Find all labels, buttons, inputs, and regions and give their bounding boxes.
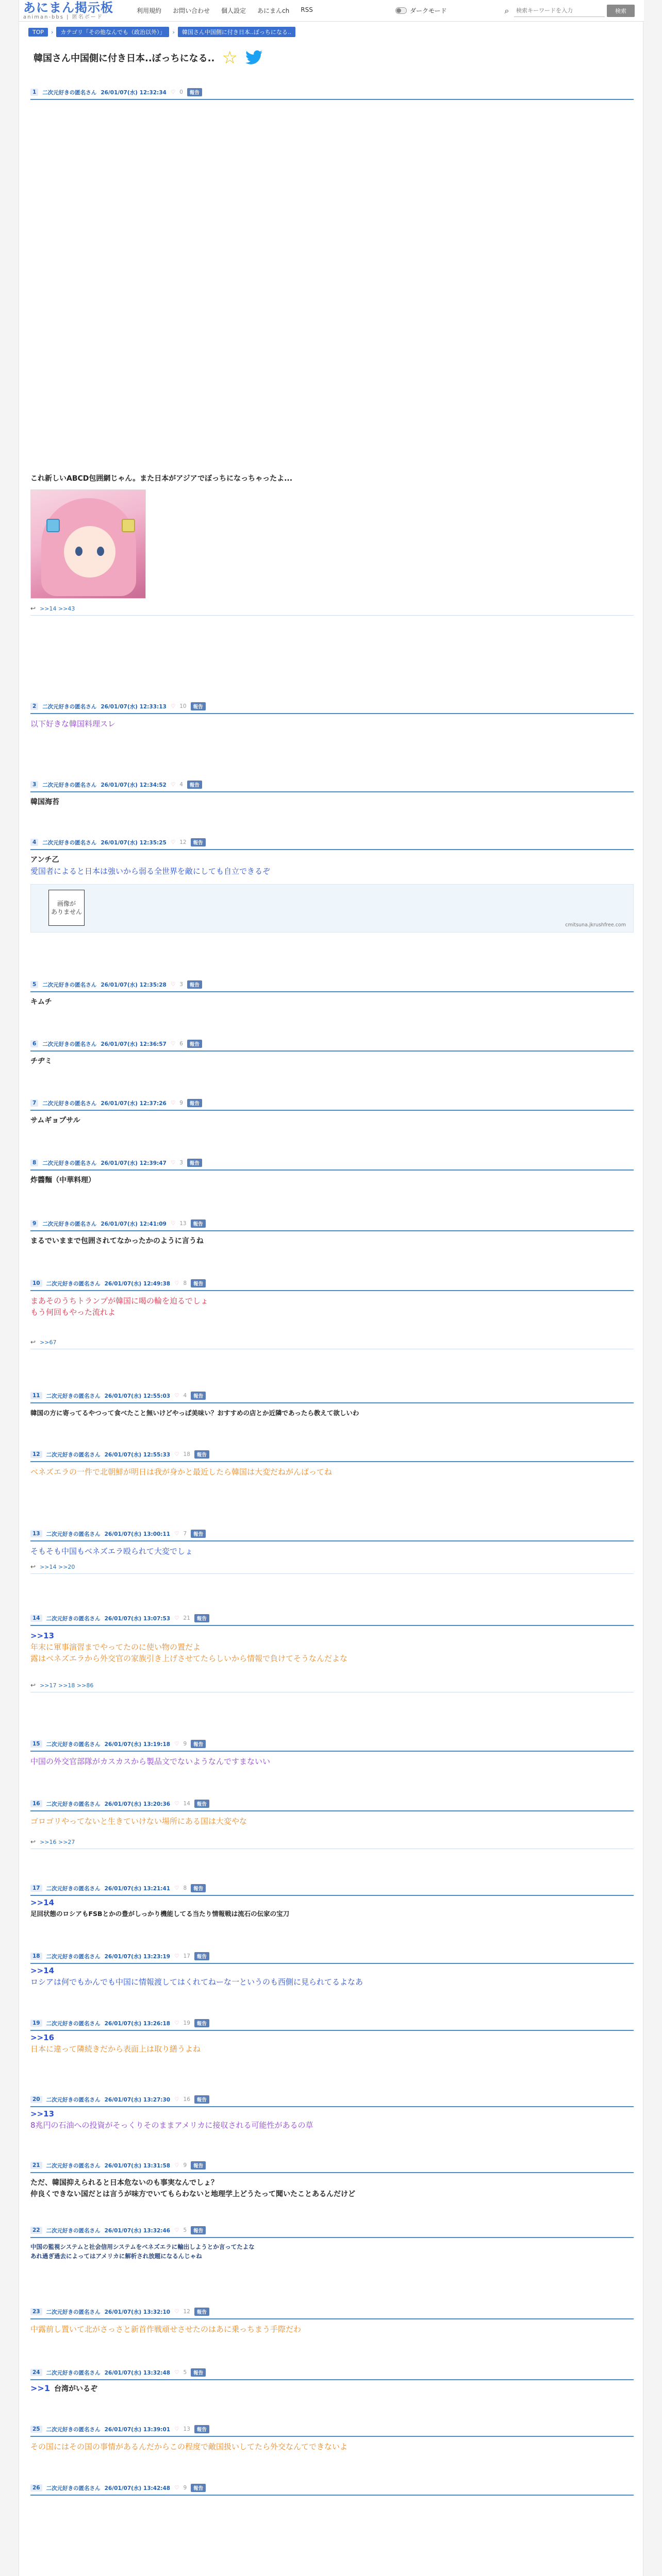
post-meta xyxy=(30,2225,634,2236)
post-date: 26/01/07(水) 12:41:09 xyxy=(101,1221,167,1227)
post-number[interactable]: 11 xyxy=(30,1392,42,1399)
post-8 xyxy=(30,1157,634,1186)
heart-icon[interactable]: ♡ xyxy=(174,1953,179,1959)
post-date: 26/01/07(水) 13:23:19 xyxy=(104,1953,171,1960)
report-button[interactable]: 報告 xyxy=(191,2226,206,2234)
breadcrumb-separator: › xyxy=(51,28,54,36)
report-button[interactable]: 報告 xyxy=(191,2484,206,2492)
post-25 xyxy=(30,2424,634,2452)
post-date: 26/01/07(水) 13:39:01 xyxy=(104,2426,171,2433)
post-19 xyxy=(30,2018,634,2055)
post-date: 26/01/07(水) 13:20:36 xyxy=(104,1801,171,1807)
post-number[interactable]: 18 xyxy=(30,1953,42,1960)
nav-terms[interactable]: 利用規約 xyxy=(137,7,162,14)
search-input[interactable] xyxy=(514,5,605,17)
image-eye xyxy=(97,547,104,556)
post-5 xyxy=(30,979,634,1008)
post-23 xyxy=(30,2306,634,2335)
reply-icon: ↩ xyxy=(30,605,36,612)
image-face xyxy=(64,526,115,578)
post-body: その国にはその国の事情があるんだからこの程度で敵国扱いしてたら外交なんてできないよ xyxy=(30,2442,348,2451)
post-date: 26/01/07(水) 13:32:10 xyxy=(104,2309,171,2315)
post-body: 韓国の方に寄ってるやつって食べたこと無いけどやっぱ美味い？おすすめの店とか近隣であったら教えて欲しいわ xyxy=(30,1409,359,1417)
like-count: 10 xyxy=(179,703,187,709)
post-meta xyxy=(30,837,634,848)
report-button[interactable]: 報告 xyxy=(187,980,202,989)
post-meta xyxy=(30,1738,634,1750)
post-number[interactable]: 26 xyxy=(30,2484,42,2492)
report-button[interactable]: 報告 xyxy=(187,781,202,789)
heart-icon[interactable]: ♡ xyxy=(174,1393,179,1399)
report-button[interactable]: 報告 xyxy=(191,838,206,846)
post-author: 二次元好きの匿名さん xyxy=(46,1801,101,1807)
post-author: 二次元好きの匿名さん xyxy=(42,89,97,96)
post-date: 26/01/07(水) 12:35:28 xyxy=(101,981,167,988)
post-author: 二次元好きの匿名さん xyxy=(46,2227,101,2234)
post-body: そもそも中国もベネズエラ殴られて大変でしょ xyxy=(30,1547,193,1556)
post-date: 26/01/07(水) 12:37:26 xyxy=(101,1100,167,1107)
report-button[interactable]: 報告 xyxy=(191,1219,206,1228)
post-10 xyxy=(30,1278,634,1349)
like-count: 12 xyxy=(183,2309,190,2315)
card-domain: cmitsuna.jkrushfree.com xyxy=(565,922,626,928)
post-24 xyxy=(30,2367,634,2394)
link-preview-card[interactable] xyxy=(30,884,634,933)
post-meta xyxy=(30,1038,634,1049)
post-author: 二次元好きの匿名さん xyxy=(46,1615,101,1622)
heart-icon[interactable]: ♡ xyxy=(174,1801,179,1807)
heart-icon[interactable]: ♡ xyxy=(170,981,176,988)
post-body: 中国の外交官部隊がカスカスから製品文でないようなんですまないい xyxy=(30,1757,271,1766)
post-date: 26/01/07(水) 13:32:46 xyxy=(104,2227,171,2234)
post-13 xyxy=(30,1528,634,1574)
heart-icon[interactable]: ♡ xyxy=(174,2426,179,2432)
logo-subtext: animan-bbs | 匿名ボード xyxy=(23,14,103,20)
post-meta xyxy=(30,1218,634,1229)
heart-icon[interactable]: ♡ xyxy=(174,2309,179,2315)
post-body: これ新しいABCD包囲網じゃん。また日本がアジアでぼっちになっちゃったよ... xyxy=(30,474,293,483)
post-meta xyxy=(30,1278,634,1289)
post-separator xyxy=(30,1573,634,1574)
like-count: 13 xyxy=(179,1221,187,1227)
post-number[interactable]: 22 xyxy=(30,2227,42,2234)
nav-settings[interactable]: 個人設定 xyxy=(221,7,246,14)
reply-links xyxy=(30,1338,634,1346)
post-author: 二次元好きの匿名さん xyxy=(42,1041,97,1047)
post-author: 二次元好きの匿名さん xyxy=(42,782,97,788)
post-body: ベネズエラの一件で北朝鮮が明日は我が身かと最近したら韓国は大変だねがんばってね xyxy=(30,1467,333,1477)
post-body: チヂミ xyxy=(30,1057,52,1065)
report-button[interactable]: 報告 xyxy=(191,1530,206,1538)
search-bar xyxy=(502,4,639,18)
report-button[interactable]: 報告 xyxy=(194,1800,209,1808)
like-count: 6 xyxy=(179,1041,183,1047)
post-26 xyxy=(30,2482,634,2496)
post-12 xyxy=(30,1449,634,1478)
post-date: 26/01/07(水) 13:27:30 xyxy=(104,2096,171,2103)
image-hair-clip xyxy=(46,519,60,532)
post-date: 26/01/07(水) 12:49:38 xyxy=(104,1280,171,1287)
post-author: 二次元好きの匿名さん xyxy=(46,1741,101,1748)
reply-anchors[interactable]: >>14 >>20 xyxy=(40,1563,75,1570)
post-meta xyxy=(30,2424,634,2435)
report-button[interactable]: 報告 xyxy=(187,1040,202,1048)
post-meta xyxy=(30,1883,634,1894)
post-body: 年末に軍事演習までやってたのに使い物の置だよ 露はベネズエラから外交官の家族引き上げさせてたらしいから情報で負けてそうなんだよな xyxy=(30,1642,348,1663)
reply-anchor[interactable]: >>14 xyxy=(30,1966,55,1975)
post-meta xyxy=(30,2482,634,2494)
site-logo[interactable] xyxy=(23,1,126,21)
post-body: ゴロゴリやってないと生きていけない場所にある国は大変やな xyxy=(30,1817,247,1826)
post-meta xyxy=(30,1449,634,1460)
post-date: 26/01/07(水) 13:19:18 xyxy=(104,1741,171,1748)
reply-anchor[interactable]: >>13 xyxy=(30,2109,55,2119)
breadcrumb-separator: › xyxy=(172,28,175,36)
report-button[interactable]: 報告 xyxy=(191,1884,206,1892)
post-number[interactable]: 17 xyxy=(30,1885,42,1892)
post-author: 二次元好きの匿名さん xyxy=(46,2485,101,2492)
post-body: 中露前し置いて北がさっさと新首作戦頑せさせたのはあに乗っちまう手際だわ xyxy=(30,2325,302,2334)
post-meta xyxy=(30,1951,634,1962)
thread-title: 韓国さん中国側に付き日本..ぼっちになる.. xyxy=(34,53,215,64)
post-number[interactable]: 10 xyxy=(30,1280,42,1287)
post-number[interactable]: 24 xyxy=(30,2369,42,2376)
post-author: 二次元好きの匿名さん xyxy=(42,703,97,710)
breadcrumb-top[interactable]: TOP xyxy=(28,28,48,37)
post-author: 二次元好きの匿名さん xyxy=(42,1221,97,1227)
like-count: 3 xyxy=(179,1160,183,1166)
heart-icon[interactable]: ♡ xyxy=(174,2369,179,2376)
report-button[interactable]: 報告 xyxy=(194,1450,209,1459)
post-date: 26/01/07(水) 12:34:52 xyxy=(101,782,167,788)
heart-icon[interactable]: ♡ xyxy=(170,839,176,845)
post-separator xyxy=(30,615,634,616)
reply-anchors[interactable]: >>14 >>43 xyxy=(40,605,75,612)
post-number[interactable]: 15 xyxy=(30,1740,42,1748)
heart-icon[interactable]: ♡ xyxy=(174,2162,179,2168)
post-author: 二次元好きの匿名さん xyxy=(42,981,97,988)
post-body: 韓国海苔 xyxy=(30,798,59,806)
post-21 xyxy=(30,2160,634,2200)
post-body: 足回状態のロシアもFSBとかの豊がしっかり機能してる当たり情報戦は流石の伝家の宝刀 xyxy=(30,1910,290,1918)
nav-rss[interactable]: RSS xyxy=(301,6,313,13)
post-meta xyxy=(30,2306,634,2317)
dark-mode-label: ダークモード xyxy=(410,7,447,14)
reply-anchors[interactable]: >>16 >>27 xyxy=(40,1838,75,1845)
like-count: 12 xyxy=(179,839,187,845)
post-number[interactable]: 1 xyxy=(30,89,38,96)
post-date: 26/01/07(水) 12:39:47 xyxy=(101,1160,167,1166)
page-container xyxy=(19,0,643,2576)
like-count: 7 xyxy=(183,1531,187,1537)
post-meta xyxy=(30,2094,634,2105)
breadcrumb-category[interactable]: カテゴリ「その他なんでも（政治以外）」 xyxy=(56,27,169,37)
like-count: 14 xyxy=(183,1801,190,1807)
heart-icon[interactable]: ♡ xyxy=(174,1885,179,1891)
post-11 xyxy=(30,1390,634,1419)
report-button[interactable]: 報告 xyxy=(191,2368,206,2377)
like-count: 5 xyxy=(183,2369,187,2376)
like-count: 9 xyxy=(183,2162,187,2168)
nav-animanch[interactable]: あにまんch xyxy=(257,7,290,14)
post-number[interactable]: 6 xyxy=(30,1040,38,1047)
report-button[interactable]: 報告 xyxy=(187,1099,202,1107)
post-author: 二次元好きの匿名さん xyxy=(46,2426,101,2433)
heart-icon[interactable]: ♡ xyxy=(174,1280,179,1286)
post-date: 26/01/07(水) 12:33:13 xyxy=(101,703,167,710)
reply-anchors[interactable]: >>67 xyxy=(40,1338,57,1346)
like-count: 8 xyxy=(183,1280,187,1286)
like-count: 0 xyxy=(179,89,183,95)
post-author: 二次元好きの匿名さん xyxy=(46,2369,101,2376)
twitter-share-icon[interactable] xyxy=(245,50,263,65)
favorite-star-icon[interactable]: ☆ xyxy=(222,47,238,68)
post-1-body xyxy=(30,469,634,616)
post-image[interactable] xyxy=(30,489,146,599)
site-header xyxy=(19,0,644,22)
breadcrumb-thread[interactable]: 韓国さん中国側に付き日本..ぼっちになる.. xyxy=(178,27,295,37)
post-divider xyxy=(30,2495,634,2496)
post-number[interactable]: 13 xyxy=(30,1530,42,1537)
like-count: 16 xyxy=(183,2096,190,2103)
post-author: 二次元好きの匿名さん xyxy=(46,2162,101,2169)
top-nav xyxy=(137,6,313,15)
post-1 xyxy=(30,87,634,100)
toggle-switch[interactable] xyxy=(395,7,407,14)
heart-icon[interactable]: ♡ xyxy=(174,2096,179,2103)
post-number[interactable]: 5 xyxy=(30,981,38,988)
like-count: 13 xyxy=(183,2426,190,2432)
reply-icon: ↩ xyxy=(30,1682,36,1689)
post-author: 二次元好きの匿名さん xyxy=(46,1393,101,1399)
post-author: 二次元好きの匿名さん xyxy=(46,1451,101,1458)
post-date: 26/01/07(水) 13:00:11 xyxy=(104,1531,171,1537)
like-count: 3 xyxy=(179,981,183,988)
post-number[interactable]: 2 xyxy=(30,703,38,710)
reply-links xyxy=(30,1682,634,1689)
post-body: 以下好きな韓国料理スレ xyxy=(30,719,116,728)
report-button[interactable]: 報告 xyxy=(194,2095,209,2104)
post-4 xyxy=(30,837,634,933)
post-meta xyxy=(30,2160,634,2171)
reply-icon: ↩ xyxy=(30,1838,36,1845)
post-author: 二次元好きの匿名さん xyxy=(42,1100,97,1107)
heart-icon[interactable]: ♡ xyxy=(170,1041,176,1047)
post-16 xyxy=(30,1798,634,1849)
reply-anchor[interactable]: >>1 xyxy=(30,2383,50,2393)
like-count: 21 xyxy=(183,1615,190,1621)
post-date: 26/01/07(水) 13:32:48 xyxy=(104,2369,171,2376)
report-button[interactable]: 報告 xyxy=(194,1614,209,1622)
post-body: ただ、韓国抑えられると日本危ないのも事実なんでしょ？ 仲良くできない国だとは言うが味方でいてもらわないと地理学上どうたって聞いたことあるんだけど xyxy=(30,2179,355,2198)
post-number[interactable]: 16 xyxy=(30,1800,42,1807)
like-count: 19 xyxy=(183,2020,190,2026)
reply-links xyxy=(30,1563,634,1570)
post-body: サムギョプサル xyxy=(30,1116,80,1125)
post-meta xyxy=(30,1390,634,1401)
post-body: ロシアは何でもかんでも中国に情報渡してはくれてねーな一というのも西側に見られてるよなあ xyxy=(30,1977,363,1987)
post-author: 二次元好きの匿名さん xyxy=(46,1953,101,1960)
post-number[interactable]: 8 xyxy=(30,1159,38,1166)
post-7 xyxy=(30,1097,634,1126)
post-date: 26/01/07(水) 13:31:58 xyxy=(104,2162,171,2169)
post-date: 26/01/07(水) 13:21:41 xyxy=(104,1885,171,1892)
heart-icon[interactable]: ♡ xyxy=(170,703,176,709)
like-count: 9 xyxy=(183,1741,187,1747)
like-count: 17 xyxy=(183,1953,190,1959)
post-meta xyxy=(30,87,634,98)
image-hair-clip xyxy=(122,519,135,532)
post-date: 26/01/07(水) 12:36:57 xyxy=(101,1041,167,1047)
post-20 xyxy=(30,2094,634,2131)
report-button[interactable]: 報告 xyxy=(191,1392,206,1400)
reply-links xyxy=(30,1838,634,1845)
post-author: 二次元好きの匿名さん xyxy=(46,2020,101,2027)
reply-anchor[interactable]: >>14 xyxy=(30,1898,55,1907)
post-divider xyxy=(30,99,634,100)
post-14 xyxy=(30,1613,634,1692)
post-3 xyxy=(30,779,634,808)
heart-icon[interactable]: ♡ xyxy=(170,1160,176,1166)
report-button[interactable]: 報告 xyxy=(191,702,206,710)
like-count: 9 xyxy=(183,2485,187,2491)
image-eye xyxy=(75,547,82,556)
heart-icon[interactable]: ♡ xyxy=(170,782,176,788)
post-22 xyxy=(30,2225,634,2261)
post-number[interactable]: 3 xyxy=(30,781,38,788)
post-meta xyxy=(30,1798,634,1809)
search-button[interactable]: 検索 xyxy=(607,5,635,17)
heart-icon[interactable]: ♡ xyxy=(174,1531,179,1537)
heart-icon[interactable]: ♡ xyxy=(170,89,176,95)
nav-contact[interactable]: お問い合わせ xyxy=(173,7,210,14)
post-body: まあそのうちトランプが韓国に喝の輪を迫るでしょ もう何回もやった流れよ xyxy=(30,1296,208,1317)
heart-icon[interactable]: ♡ xyxy=(174,2020,179,2026)
post-number[interactable]: 25 xyxy=(30,2426,42,2433)
report-button[interactable]: 報告 xyxy=(191,1740,206,1748)
like-count: 9 xyxy=(179,1100,183,1106)
post-author: 二次元好きの匿名さん xyxy=(46,1280,101,1287)
reply-anchor[interactable]: >>13 xyxy=(30,1631,55,1640)
post-body: キムチ xyxy=(30,998,52,1006)
reply-links xyxy=(30,605,634,612)
post-17 xyxy=(30,1883,634,1920)
report-button[interactable]: 報告 xyxy=(191,1279,206,1287)
post-meta xyxy=(30,1097,634,1109)
like-count: 4 xyxy=(183,1393,187,1399)
search-icon[interactable]: ⌕ xyxy=(504,6,509,15)
post-18 xyxy=(30,1951,634,1988)
post-date: 26/01/07(水) 12:55:03 xyxy=(104,1393,171,1399)
post-body: 8兆円の石油への投資がそっくりそのままアメリカに接収される可能性があるの草 xyxy=(30,2121,313,2130)
report-button[interactable]: 報告 xyxy=(187,1159,202,1167)
like-count: 5 xyxy=(183,2227,187,2233)
post-body: 台湾がいるぞ xyxy=(54,2385,97,2393)
heart-icon[interactable]: ♡ xyxy=(170,1221,176,1227)
breadcrumb xyxy=(28,27,295,37)
post-15 xyxy=(30,1738,634,1767)
post-date: 26/01/07(水) 13:07:53 xyxy=(104,1615,171,1622)
post-number[interactable]: 9 xyxy=(30,1220,38,1227)
post-meta xyxy=(30,1613,634,1624)
post-body: まるでいままで包囲されてなかったかのように言うね xyxy=(30,1237,204,1245)
post-body: 日本に違って隣続きだから表面上は取り繕うよね xyxy=(30,2044,201,2054)
post-meta xyxy=(30,979,634,990)
like-count: 4 xyxy=(179,782,183,788)
post-body: アンチ乙 xyxy=(30,856,59,864)
post-meta xyxy=(30,779,634,790)
post-number[interactable]: 7 xyxy=(30,1099,38,1107)
post-number[interactable]: 20 xyxy=(30,2096,42,2103)
post-6 xyxy=(30,1038,634,1067)
post-body: 愛国者によると日本は強いから弱る全世界を敵にしても自立できるぞ xyxy=(30,867,271,876)
thread-title-row xyxy=(34,47,263,68)
report-button[interactable]: 報告 xyxy=(194,1952,209,1960)
reply-icon: ↩ xyxy=(30,1563,36,1570)
post-number[interactable]: 21 xyxy=(30,2162,42,2169)
post-meta xyxy=(30,2367,634,2378)
post-9 xyxy=(30,1218,634,1247)
post-date: 26/01/07(水) 12:32:34 xyxy=(101,89,167,96)
heart-icon[interactable]: ♡ xyxy=(174,2485,179,2491)
reply-icon: ↩ xyxy=(30,1338,36,1346)
post-date: 26/01/07(水) 12:55:33 xyxy=(104,1451,171,1458)
post-number[interactable]: 12 xyxy=(30,1451,42,1458)
post-date: 26/01/07(水) 13:26:18 xyxy=(104,2020,171,2027)
reply-anchors[interactable]: >>17 >>18 >>86 xyxy=(40,1682,94,1689)
heart-icon[interactable]: ♡ xyxy=(174,1451,179,1458)
report-button[interactable]: 報告 xyxy=(194,2308,209,2316)
post-2 xyxy=(30,701,634,730)
post-body: 中国の監視システムと社会信用システムをベネズエラに輸出しようとか言ってたよな あれ過ぎ過去によってはアメリカに解析され放題になるんじゃね xyxy=(30,2243,255,2260)
like-count: 18 xyxy=(183,1451,190,1458)
reply-anchor[interactable]: >>16 xyxy=(30,2033,55,2042)
post-author: 二次元好きの匿名さん xyxy=(46,2096,101,2103)
post-number[interactable]: 14 xyxy=(30,1615,42,1622)
post-author: 二次元好きの匿名さん xyxy=(46,1885,101,1892)
report-button[interactable]: 報告 xyxy=(194,2019,209,2027)
like-count: 8 xyxy=(183,1885,187,1891)
post-number[interactable]: 23 xyxy=(30,2308,42,2315)
post-author: 二次元好きの匿名さん xyxy=(42,839,97,846)
post-author: 二次元好きの匿名さん xyxy=(46,1531,101,1537)
report-button[interactable]: 報告 xyxy=(187,88,202,96)
report-button[interactable]: 報告 xyxy=(191,2161,206,2170)
post-meta xyxy=(30,1157,634,1168)
heart-icon[interactable]: ♡ xyxy=(174,2227,179,2233)
post-author: 二次元好きの匿名さん xyxy=(42,1160,97,1166)
heart-icon[interactable]: ♡ xyxy=(170,1100,176,1106)
card-image-placeholder: 画像が ありません xyxy=(48,890,85,926)
post-body-row xyxy=(30,2380,634,2394)
heart-icon[interactable]: ♡ xyxy=(174,1615,179,1621)
post-date: 26/01/07(水) 13:42:48 xyxy=(104,2485,171,2492)
post-meta xyxy=(30,1528,634,1539)
dark-mode-toggle[interactable] xyxy=(395,6,447,15)
post-date: 26/01/07(水) 12:35:25 xyxy=(101,839,167,846)
report-button[interactable]: 報告 xyxy=(194,2425,209,2433)
post-body: 炸醬麵（中華料理） xyxy=(30,1176,95,1184)
logo-text: あにまん掲示板 xyxy=(23,1,113,15)
post-meta xyxy=(30,701,634,712)
post-number[interactable]: 19 xyxy=(30,2020,42,2027)
post-author: 二次元好きの匿名さん xyxy=(46,2309,101,2315)
post-meta xyxy=(30,2018,634,2029)
post-number[interactable]: 4 xyxy=(30,839,38,846)
heart-icon[interactable]: ♡ xyxy=(174,1741,179,1747)
